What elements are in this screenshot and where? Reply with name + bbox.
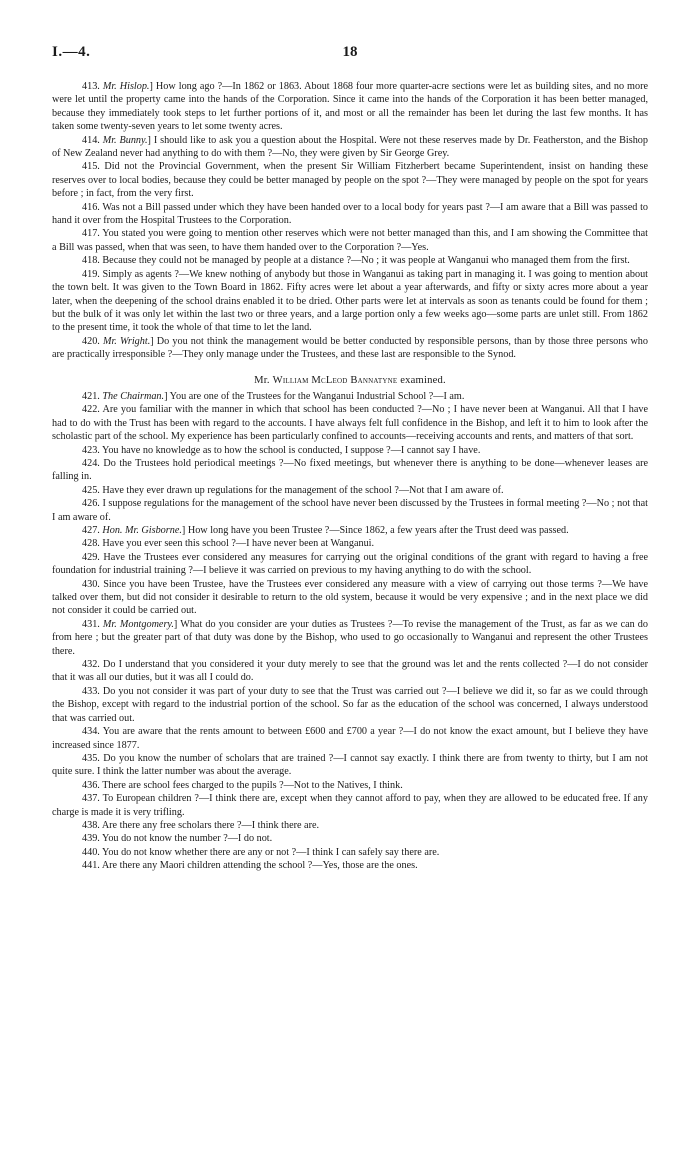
question-text: Simply as agents ?—We knew nothing of anybody but those in Wanganui as taking part in managing it. I was going to mention about the town belt. It was given to the Town Board in 1862. Fifty acres were let about a year afterwards, and fifty or sixty acres more about a year later, when the deepening of the school drains enabled it to be dried. Other parts were let at intervals as soon as tenants could be found for them ; but the bulk of it was only let within the last two or three years, and a large portion only a few weeks ago—some parts are unlet still. From 1862 to the present time, it took the whole of that time to let the land. (52, 268, 648, 334)
question-text: What do you consider are your duties as Trustees ?—To revise the management of the Trust, as far as we can do from here ; but the greater part of that duty was done by the Bishop, who used to go occasionally to Wanganui and represent the other Trustees there. (52, 618, 648, 657)
question-text: Are there any free scholars there ?—I think there are. (101, 819, 320, 831)
question-number: 428. (82, 538, 100, 550)
question-number: 441. (82, 860, 100, 872)
page-body (52, 80, 648, 873)
heading-prefix: Mr. (254, 374, 270, 386)
question-number: 421. (82, 390, 100, 402)
question-text: You stated you were going to mention other reserves which were not better managed than this, and I am showing the Committee that a Bill was passed, when that was seen, to have them handed over to the Corporation ?—Yes. (52, 228, 648, 253)
question-text: Have they ever drawn up regulations for the management of the school ?—Not that I am aware of. (102, 484, 504, 496)
question-paragraph (52, 792, 648, 819)
question-number: 423. (82, 444, 100, 456)
question-number: 425. (82, 484, 100, 496)
question-text: There are school fees charged to the pupils ?—Not to the Natives, I think. (102, 779, 403, 791)
question-number: 416. (82, 201, 100, 213)
question-paragraph: 420. Mr. Wright.] Do you not think the management would be better conducted by responsible persons, than by those three persons who are practically irresponsible ?—They only manage under the Trustees, and these last are responsible to the Synod. (52, 335, 648, 361)
question-number: 433. (82, 685, 100, 697)
question-paragraph (52, 819, 648, 832)
paper-reference: I.—4. (52, 44, 91, 60)
question-text: How long ago ?—In 1862 or 1863. About 1868 four more quarter-acre sections were let as building sites, and no more were let until the property came into the hands of the Corporation. Since it came into the hands of the Corporation it has been better managed, because they immediately took steps to let further portions of it, and most or all the remainder has been let during the last few months. It has taken some twenty-seven years to let some twenty acres. (52, 81, 648, 133)
speaker-name: The Chairman. (102, 390, 165, 402)
heading-suffix: examined. (400, 374, 446, 386)
question-text: Do you not consider it was part of your duty to see that the Trust was carried out ?—I believe we did it, so far as we could through the Bishop, except with regard to the industrial portion of the school. So far as the education of the school was concerned, I always understood that was carried out. (52, 685, 648, 724)
question-paragraph (52, 832, 648, 845)
question-number: 430. (82, 578, 100, 590)
question-text: You are one of the Trustees for the Wanganui Industrial School ?—I am. (169, 390, 465, 402)
question-paragraph (52, 658, 648, 685)
question-paragraph (52, 859, 648, 872)
question-paragraph (52, 201, 648, 228)
question-paragraph (52, 752, 648, 779)
question-paragraph (52, 227, 648, 254)
question-number: 435. (82, 752, 100, 764)
question-number: 436. (82, 779, 100, 791)
question-number: 417. (82, 228, 100, 240)
evidence-block-b (52, 390, 648, 873)
speaker-name: Mr. Montgomery. (102, 618, 174, 630)
page-header (52, 44, 648, 64)
question-text: I suppose regulations for the management of the school have never been discussed by the Trustees in formal meeting ?—No ; not that I am aware of. (52, 498, 648, 523)
question-text: Since you have been Trustee, have the Trustees ever considered any measure with a view of carrying out those terms ?—We have talked over them, but did not consider it desirable to return to the old system, because it would be very expensive ; and in the next place we did not consider it could be carried out. (52, 578, 648, 617)
question-text: Because they could not be managed by people at a distance ?—No ; it was people at Wanganui who managed them from the first. (102, 255, 630, 267)
question-paragraph (52, 497, 648, 524)
question-paragraph (52, 268, 648, 335)
question-paragraph (52, 685, 648, 725)
question-text: Have the Trustees ever considered any measures for carrying out the original conditions of the grant with regard to having a free foundation for industrial training ?—I believe it was carried on previous to my having anything to do with the school. (52, 551, 649, 577)
question-paragraph (52, 160, 648, 200)
question-number: 437. (82, 793, 100, 805)
question-number: 418. (82, 255, 100, 267)
question-text: You do not know the number ?—I do not. (102, 833, 273, 845)
witness-heading (52, 374, 648, 387)
question-number: 429. (82, 551, 100, 563)
question-paragraph: 427. Hon. Mr. Gisborne.] How long have you been Trustee ?—Since 1862, a few years after the Trust deed was passed. (82, 525, 569, 536)
question-text: Do you know the number of scholars that are trained ?—I cannot say exactly. I think there are from twenty to thirty, but I am not quite sure. I think the latter number was about the average. (52, 752, 649, 778)
question-number: 419. (82, 268, 100, 280)
question-paragraph: 413. Mr. Hislop.] How long ago ?—In 1862 or 1863. About 1868 four more quarter-acre sections were let as building sites, and no more were let until the property came into the hands of the Corporation. Since it came into the hands of the Corporation it has been better managed, because they immediately took steps to let further portions of it, and most or all the remainder has been let during the last few months. It has taken some twenty-seven years to let some twenty acres. (52, 81, 648, 133)
question-paragraph (52, 444, 648, 457)
question-paragraph (52, 254, 648, 267)
question-text: Do you not think the management would be better conducted by responsible persons, than by those three persons who are practically irresponsible ?—They only manage under the Trustees, and these last are responsible to the Synod. (52, 335, 648, 361)
question-number: 431. (82, 618, 100, 630)
question-text: You have no knowledge as to how the school is conducted, I suppose ?—I cannot say I have. (102, 444, 481, 456)
question-text: I should like to ask you a question about the Hospital. Were not these reserves made by Dr. Featherston, and the Bishop of New Zealand never had anything to do with them ?—No, they were given by Sir George Grey. (52, 134, 648, 160)
evidence-block-a (52, 80, 648, 362)
page-number: 18 (342, 44, 358, 60)
question-text: Do I understand that you considered it your duty merely to see that the ground was let and the rents collected ?—I do not consider that it was all our duties, but it was all I could do. (52, 659, 649, 684)
question-number: 414. (82, 134, 100, 146)
question-paragraph: 431. Mr. Montgomery.] What do you consider are your duties as Trustees ?—To revise the management of the Trust, as far as we can do from here ; but the greater part of that duty was done by the Bishop, who used to go occasionally to Wanganui and represent the other Trustees there. (52, 618, 648, 657)
question-text: Did not the Provincial Government, when the present Sir William Fitzherbert became Superintendent, insist on handing these reserves over to local bodies, because they could be better managed by people on the spot ?—They were managed by people on the spot for years before ; in fact, from the very first. (52, 161, 648, 200)
question-paragraph (52, 484, 648, 497)
question-text: To European children ?—I think there are, except when they cannot afford to pay, when they are allowed to be educated free. If any charge is made it is very trifling. (52, 793, 648, 818)
speaker-name: Hon. Mr. Gisborne. (102, 525, 182, 536)
question-number: 413. (82, 81, 100, 92)
question-number: 415. (82, 161, 100, 173)
question-paragraph (52, 403, 648, 443)
speaker-name: Mr. Hislop. (102, 81, 150, 92)
question-paragraph (52, 457, 648, 484)
question-number: 434. (82, 726, 100, 738)
question-number: 420. (82, 335, 100, 347)
question-text: Are you familiar with the manner in which that school has been conducted ?—No ; I have never been at Wanganui. All that I have had to do with the Trust has been with regard to the accounts. I have always felt full confidence in the Bishop, and left it to him to look after the scholastic part of the school. My experience has been particularly confined to accounts—receiving accounts and rents, and matters of that sort. (52, 404, 649, 443)
question-number: 440. (82, 846, 100, 858)
question-paragraph (52, 537, 648, 550)
question-text: You are aware that the rents amount to between £600 and £700 a year ?—I do not know the exact amount, but I believe they have increased since 1877. (52, 726, 649, 751)
question-paragraph (52, 725, 648, 752)
question-number: 438. (82, 819, 100, 831)
speaker-name: Mr. Wright. (102, 335, 151, 347)
question-text: Do the Trustees hold periodical meetings ?—No fixed meetings, but whenever there is anything to be done—whenever leases are falling in. (52, 457, 649, 483)
question-number: 439. (82, 833, 100, 845)
question-paragraph (52, 846, 648, 859)
question-text: Was not a Bill passed under which they have been handed over to a local body for years past ?—I am aware that a Bill was passed to hand it over from the Hospital Trustees to the Corporation. (52, 201, 648, 227)
question-paragraph (52, 779, 648, 792)
question-text: You do not know whether there are any or not ?—I think I can safely say there are. (102, 846, 440, 858)
question-number: 426. (82, 498, 100, 510)
question-paragraph: 421. The Chairman.] You are one of the Trustees for the Wanganui Industrial School ?—I am. (82, 390, 465, 402)
question-paragraph (52, 551, 648, 578)
question-text: Are there any Maori children attending the school ?—Yes, those are the ones. (101, 860, 418, 872)
question-number: 424. (82, 457, 100, 469)
question-text: Have you ever seen this school ?—I have never been at Wanganui. (102, 538, 375, 550)
question-paragraph (52, 578, 648, 618)
question-number: 427. (82, 525, 100, 536)
question-number: 422. (82, 404, 100, 416)
question-text: How long have you been Trustee ?—Since 1862, a few years after the Trust deed was passed. (187, 525, 569, 536)
speaker-name: Mr. Bunny. (102, 134, 148, 146)
witness-name: William McLeod Bannatyne (272, 374, 398, 386)
question-paragraph: 414. Mr. Bunny.] I should like to ask you a question about the Hospital. Were not these reserves made by Dr. Featherston, and the Bishop of New Zealand never had anything to do with them ?—No, they were given by Sir George Grey. (52, 134, 648, 160)
question-number: 432. (82, 659, 100, 671)
